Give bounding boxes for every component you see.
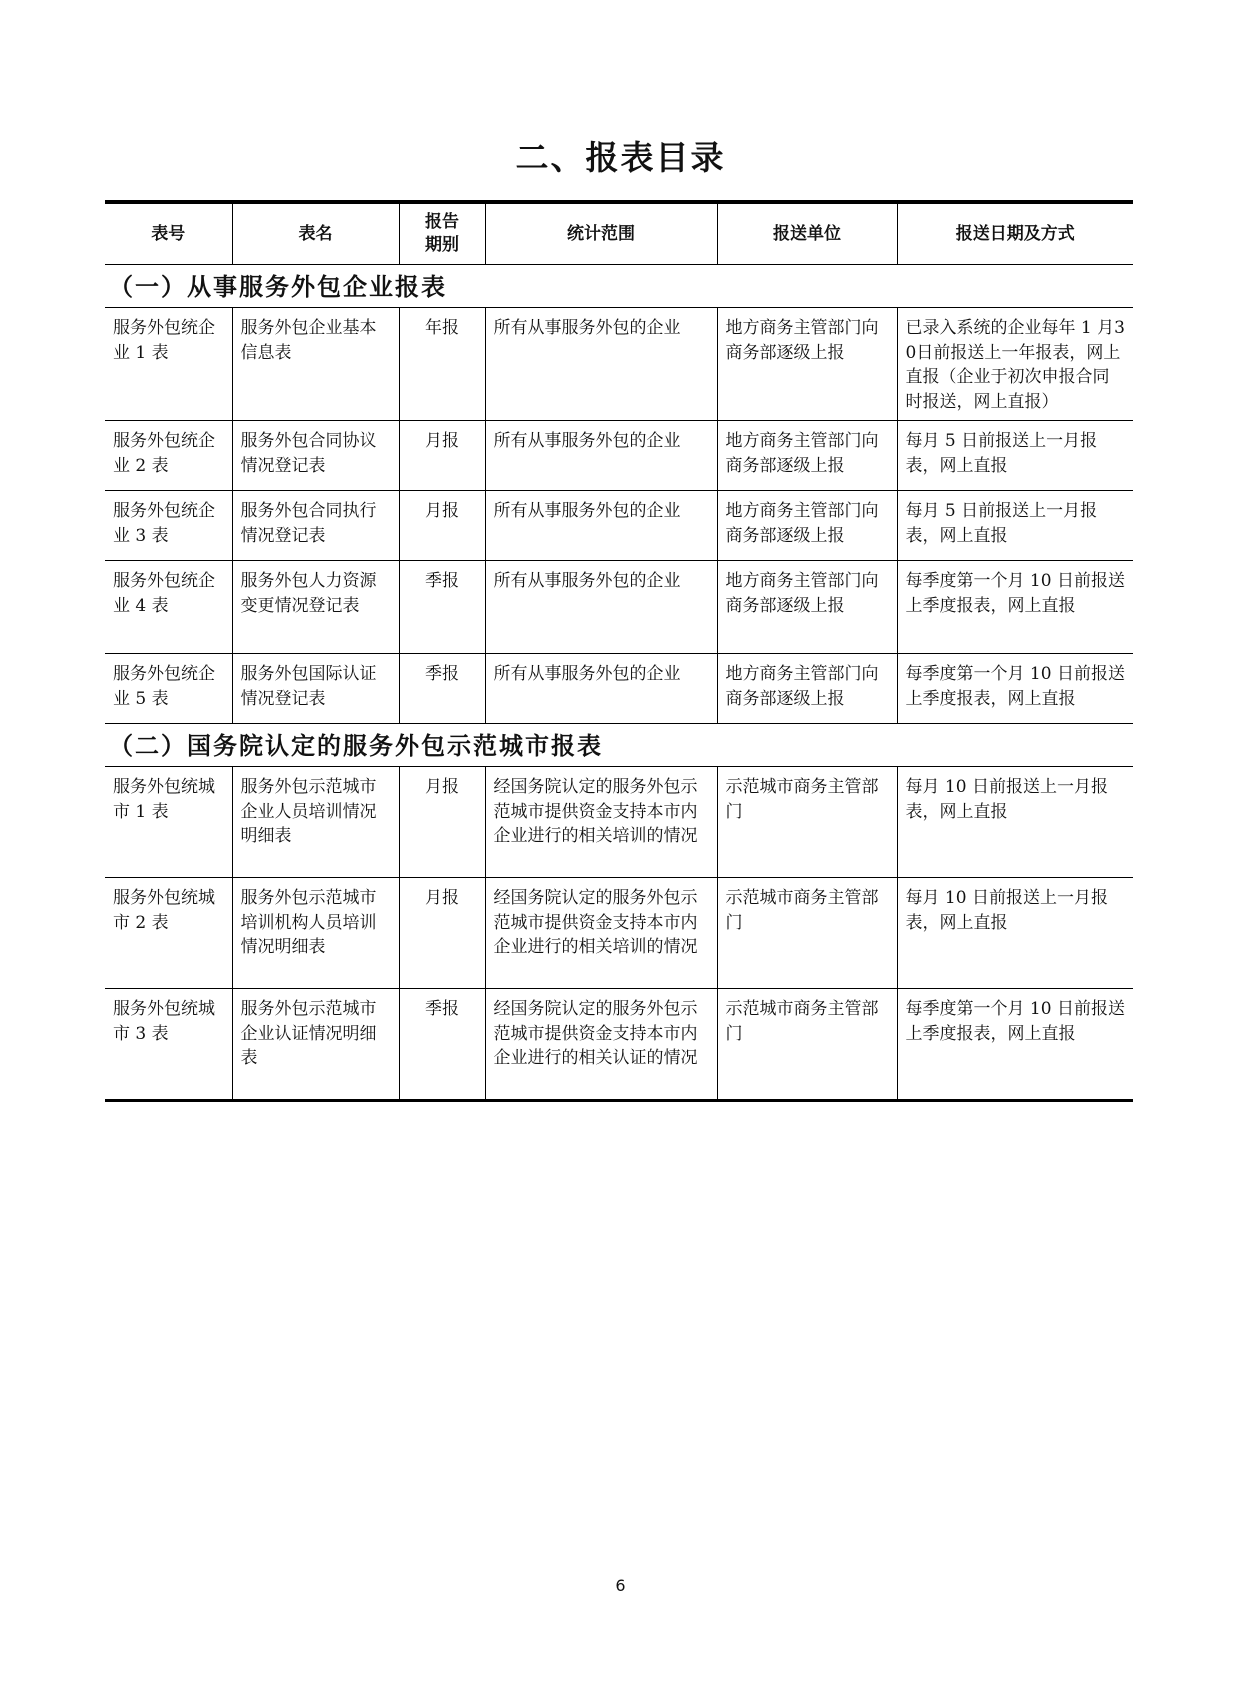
report-period: 季报 (399, 561, 485, 654)
table-name: 服务外包国际认证情况登记表 (232, 654, 399, 724)
header-unit: 报送单位 (717, 202, 897, 265)
section-heading: （二）国务院认定的服务外包示范城市报表 (105, 724, 1133, 767)
table-row (105, 561, 1133, 654)
report-catalog-table (105, 200, 1133, 1102)
report-date-method: 每月 10 日前报送上一月报表，网上直报 (897, 767, 1133, 878)
table-no: 服务外包统企业 4 表 (105, 561, 232, 654)
stat-scope: 所有从事服务外包的企业 (485, 421, 717, 491)
section-heading-row (105, 265, 1133, 308)
stat-scope: 所有从事服务外包的企业 (485, 308, 717, 421)
report-period: 季报 (399, 654, 485, 724)
report-unit: 示范城市商务主管部门 (717, 878, 897, 989)
table-row (105, 491, 1133, 561)
report-unit: 地方商务主管部门向商务部逐级上报 (717, 308, 897, 421)
report-date-method: 每月 5 日前报送上一月报表，网上直报 (897, 491, 1133, 561)
table-name: 服务外包人力资源变更情况登记表 (232, 561, 399, 654)
table-no: 服务外包统企业 5 表 (105, 654, 232, 724)
page-number: 6 (615, 1576, 626, 1595)
table-no: 服务外包统企业 1 表 (105, 308, 232, 421)
table-no: 服务外包统城市 3 表 (105, 989, 232, 1101)
table-no: 服务外包统企业 3 表 (105, 491, 232, 561)
header-scope: 统计范围 (485, 202, 717, 265)
report-date-method: 每季度第一个月 10 日前报送上季度报表，网上直报 (897, 989, 1133, 1101)
section-heading-row (105, 724, 1133, 767)
report-period: 年报 (399, 308, 485, 421)
report-date-method: 每季度第一个月 10 日前报送上季度报表，网上直报 (897, 654, 1133, 724)
table-name: 服务外包示范城市企业人员培训情况明细表 (232, 767, 399, 878)
stat-scope: 所有从事服务外包的企业 (485, 491, 717, 561)
report-unit: 地方商务主管部门向商务部逐级上报 (717, 421, 897, 491)
table-name: 服务外包合同执行情况登记表 (232, 491, 399, 561)
table-row (105, 308, 1133, 421)
table-no: 服务外包统企业 2 表 (105, 421, 232, 491)
report-period: 月报 (399, 491, 485, 561)
table-row (105, 421, 1133, 491)
stat-scope: 所有从事服务外包的企业 (485, 561, 717, 654)
report-unit: 示范城市商务主管部门 (717, 989, 897, 1101)
table-row (105, 878, 1133, 989)
report-period: 月报 (399, 878, 485, 989)
report-period: 月报 (399, 767, 485, 878)
table-row (105, 989, 1133, 1101)
table-header-row (105, 202, 1133, 265)
table-row (105, 767, 1133, 878)
table-no: 服务外包统城市 1 表 (105, 767, 232, 878)
table-name: 服务外包企业基本信息表 (232, 308, 399, 421)
table-name: 服务外包合同协议情况登记表 (232, 421, 399, 491)
report-unit: 地方商务主管部门向商务部逐级上报 (717, 561, 897, 654)
report-unit: 示范城市商务主管部门 (717, 767, 897, 878)
report-date-method: 每季度第一个月 10 日前报送上季度报表，网上直报 (897, 561, 1133, 654)
stat-scope: 经国务院认定的服务外包示范城市提供资金支持本市内企业进行的相关培训的情况 (485, 767, 717, 878)
report-unit: 地方商务主管部门向商务部逐级上报 (717, 654, 897, 724)
stat-scope: 经国务院认定的服务外包示范城市提供资金支持本市内企业进行的相关培训的情况 (485, 878, 717, 989)
header-period: 报告期别 (399, 202, 485, 265)
stat-scope: 所有从事服务外包的企业 (485, 654, 717, 724)
report-period: 月报 (399, 421, 485, 491)
table-row (105, 654, 1133, 724)
report-date-method: 已录入系统的企业每年 1 月30日前报送上一年报表，网上直报（企业于初次申报合同时报送，网上直报） (897, 308, 1133, 421)
report-unit: 地方商务主管部门向商务部逐级上报 (717, 491, 897, 561)
report-date-method: 每月 10 日前报送上一月报表，网上直报 (897, 878, 1133, 989)
page-title: 二、报表目录 (515, 138, 726, 177)
header-table-no: 表号 (105, 202, 232, 265)
report-period: 季报 (399, 989, 485, 1101)
header-date-method: 报送日期及方式 (897, 202, 1133, 265)
report-date-method: 每月 5 日前报送上一月报表，网上直报 (897, 421, 1133, 491)
table-no: 服务外包统城市 2 表 (105, 878, 232, 989)
stat-scope: 经国务院认定的服务外包示范城市提供资金支持本市内企业进行的相关认证的情况 (485, 989, 717, 1101)
header-table-name: 表名 (232, 202, 399, 265)
table-name: 服务外包示范城市企业认证情况明细表 (232, 989, 399, 1101)
table-name: 服务外包示范城市培训机构人员培训情况明细表 (232, 878, 399, 989)
section-heading: （一）从事服务外包企业报表 (105, 265, 1133, 308)
